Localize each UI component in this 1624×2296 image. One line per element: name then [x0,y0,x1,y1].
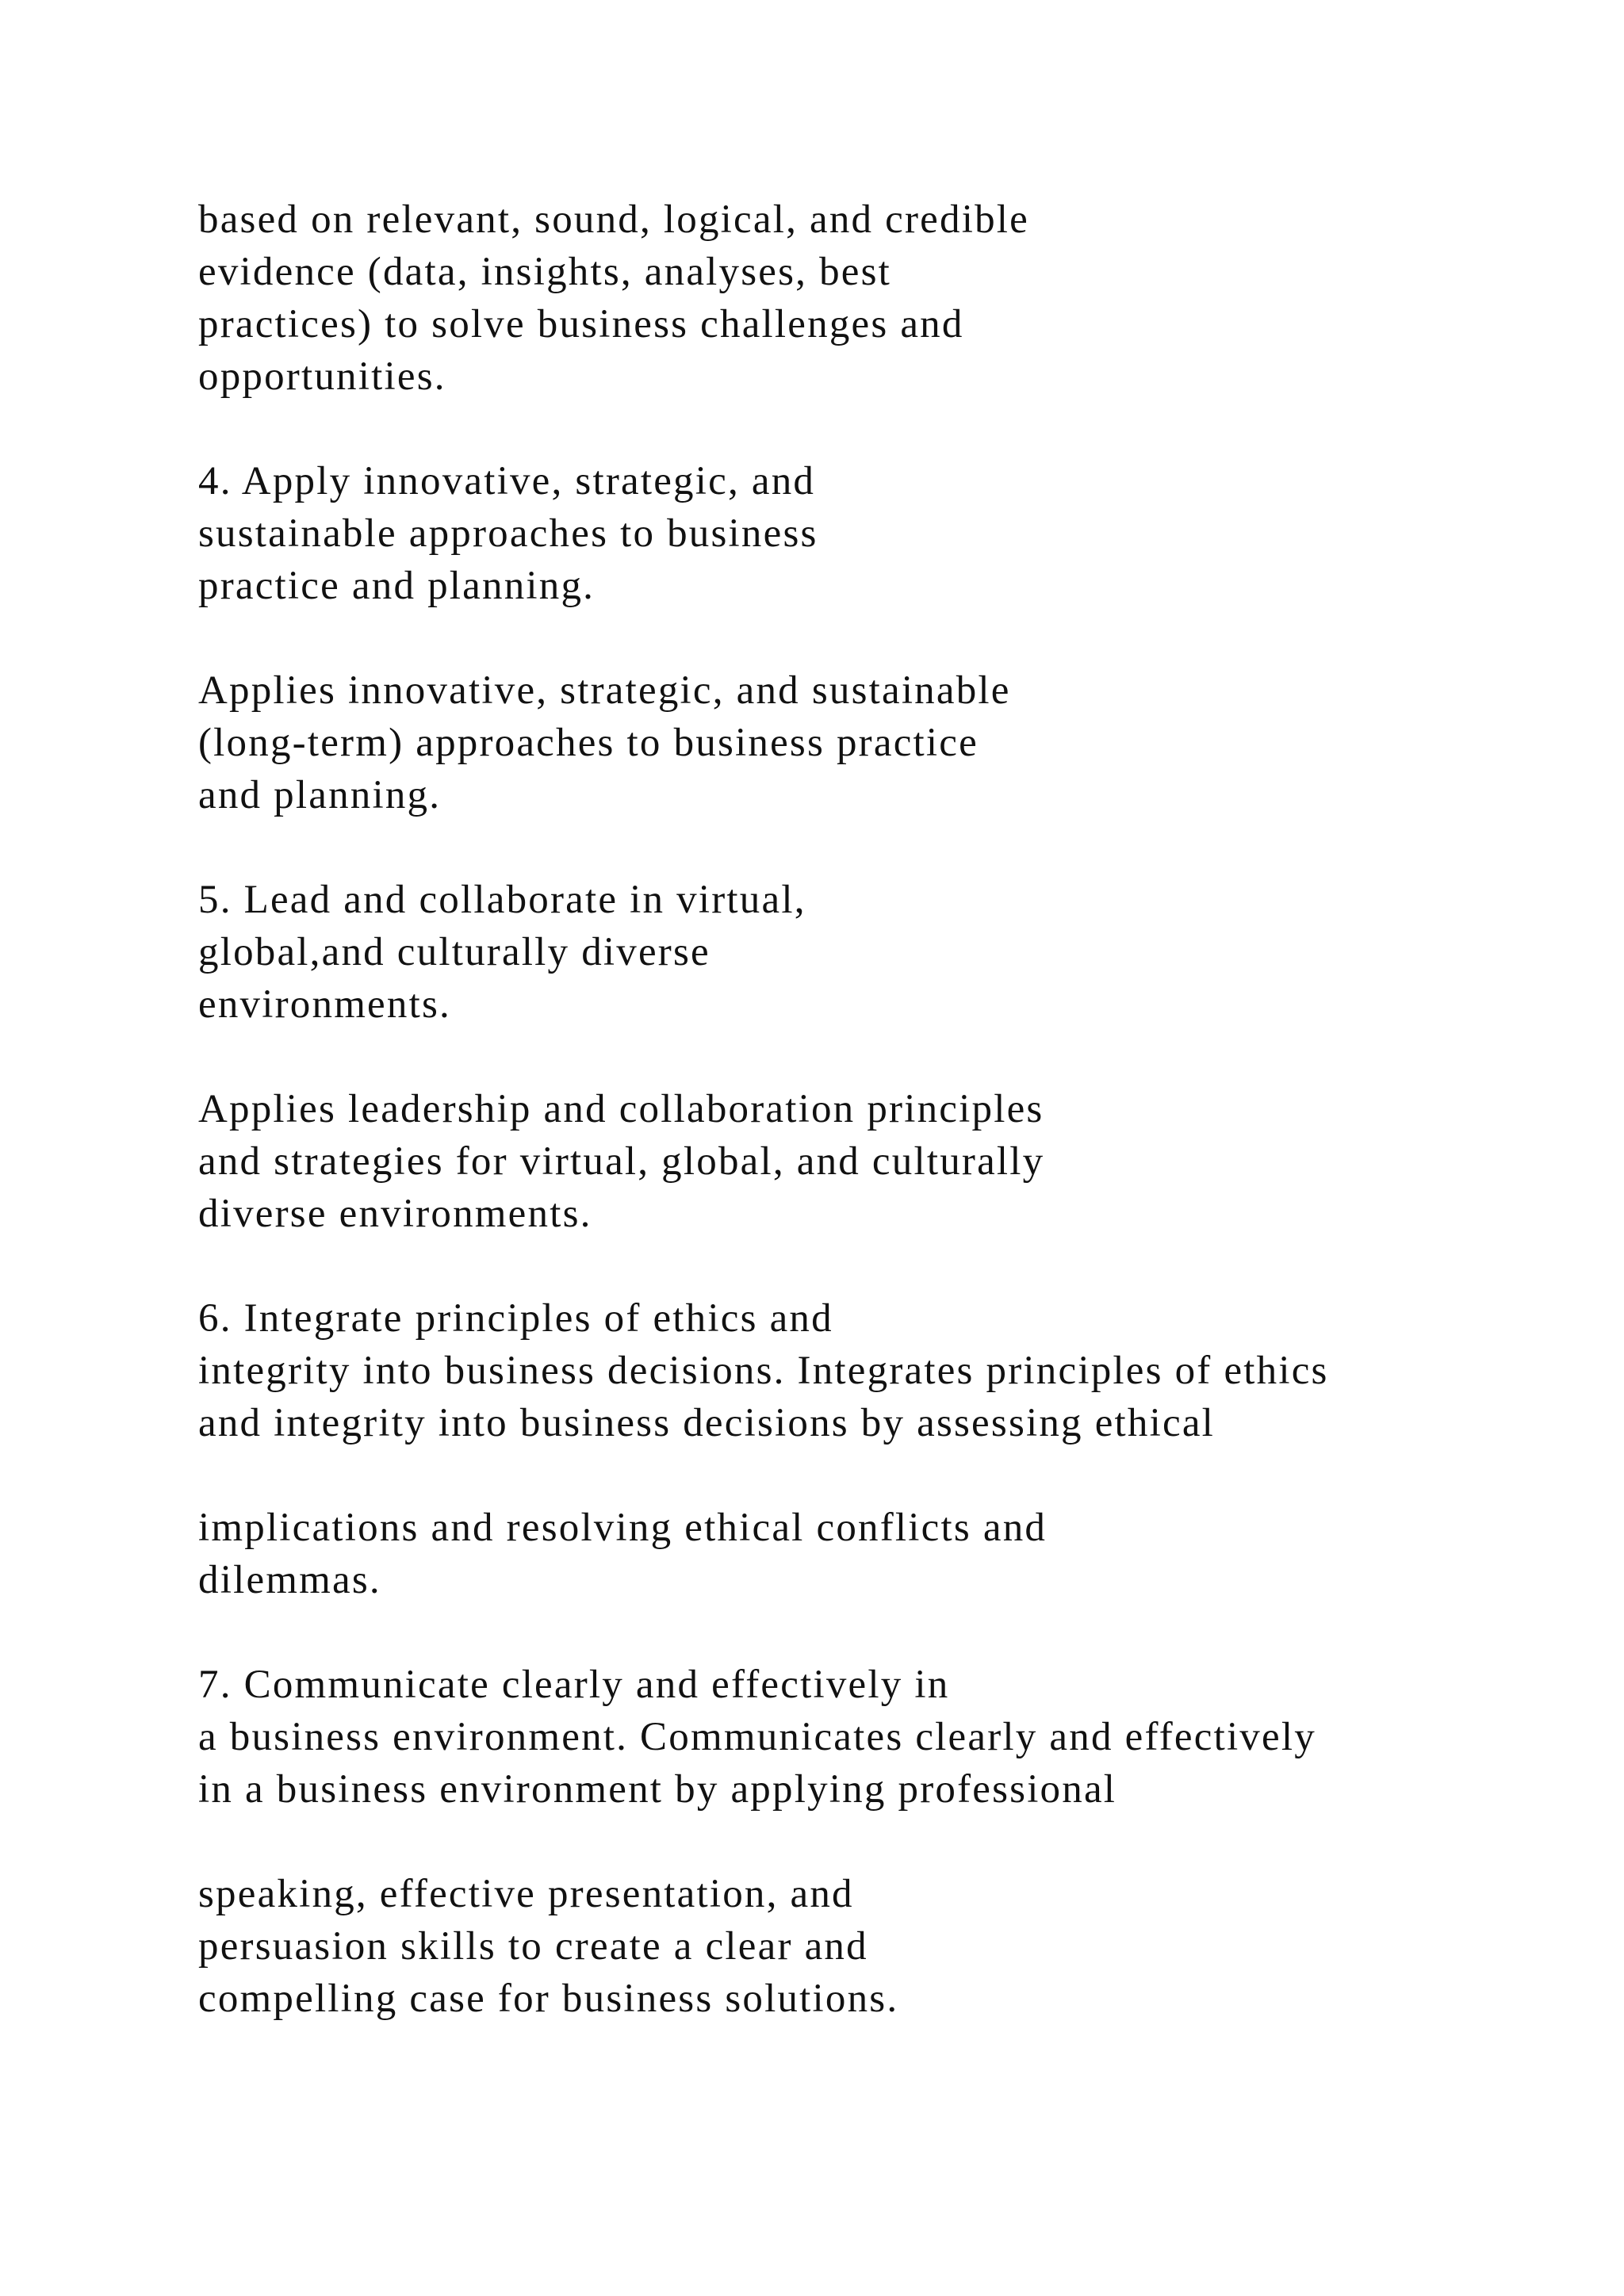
document-body [198,193,1546,2077]
paragraph-item-6-continued [198,1502,1546,1606]
text-line: dilemmas. [198,1558,381,1602]
text-line: Applies innovative, strategic, and sustainable [198,668,1011,713]
text-line: global,and culturally diverse [198,930,710,974]
text-line: (long-term) approaches to business practice [198,721,979,765]
text-line: evidence (data, insights, analyses, best [198,250,892,294]
text-line: practice and planning. [198,564,596,608]
text-line: environments. [198,982,451,1027]
text-line: and integrity into business decisions by assessing ethical [198,1401,1216,1445]
text-line: sustainable approaches to business [198,511,818,556]
text-line: and strategies for virtual, global, and culturally [198,1139,1045,1184]
paragraph-item-5-description [198,1083,1546,1240]
paragraph-item-7 [198,1659,1546,1816]
text-line: 5. Lead and collaborate in virtual, [198,878,806,922]
text-line: in a business environment by applying professional [198,1767,1117,1812]
text-line: and planning. [198,773,442,817]
paragraph-item-4-description [198,664,1546,821]
text-line: persuasion skills to create a clear and [198,1924,868,1969]
text-line: based on relevant, sound, logical, and credible [198,197,1029,242]
text-line: diverse environments. [198,1192,592,1236]
text-line: practices) to solve business challenges and [198,302,964,346]
text-line: speaking, effective presentation, and [198,1872,854,1916]
text-line: 7. Communicate clearly and effectively in [198,1663,950,1707]
text-line: 6. Integrate principles of ethics and [198,1296,833,1341]
paragraph-item-4-heading [198,455,1546,612]
text-line: Applies leadership and collaboration principles [198,1087,1044,1131]
text-line: integrity into business decisions. Integrates principles of ethics [198,1349,1329,1393]
paragraph-item-7-continued [198,1868,1546,2025]
paragraph-item-5-heading [198,874,1546,1031]
text-line: a business environment. Communicates clearly and effectively [198,1715,1316,1759]
text-line: compelling case for business solutions. [198,1976,899,2021]
text-line: 4. Apply innovative, strategic, and [198,459,816,503]
text-line: implications and resolving ethical conflicts and [198,1506,1048,1550]
paragraph-item-6 [198,1292,1546,1449]
text-line: opportunities. [198,354,446,399]
paragraph-evidence [198,193,1546,403]
